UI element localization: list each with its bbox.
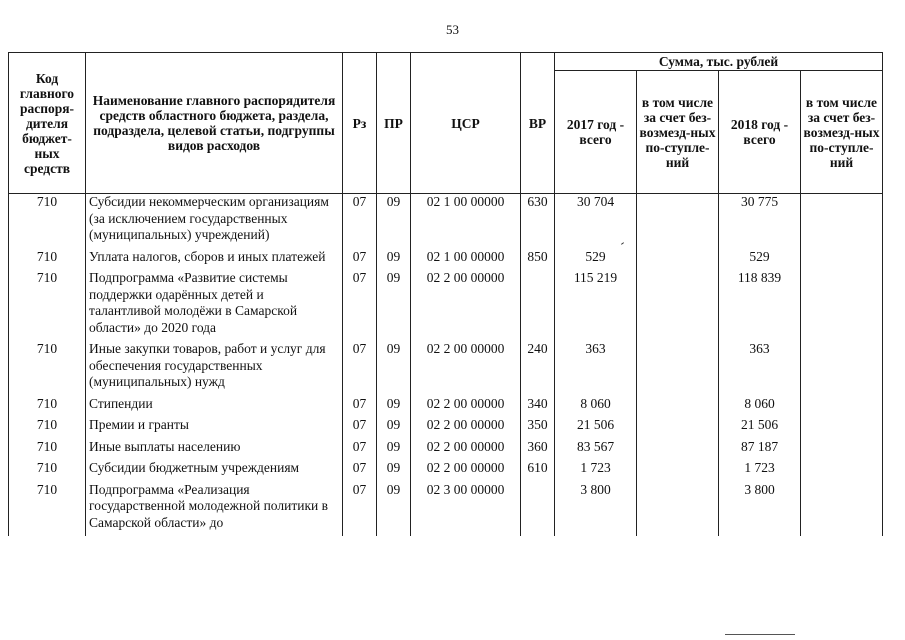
row-2017-total: 529 [555,249,637,271]
row-2018-total: 1 723 [719,460,801,482]
table-row [9,417,883,439]
row-2017-total: 21 506 [555,417,637,439]
row-2018-grant [801,417,883,439]
table-row [9,194,883,249]
row-csr: 02 2 00 00000 [411,270,521,341]
row-2017-total: 30 704 [555,194,637,249]
table-header [9,53,883,194]
budget-table [8,52,883,536]
row-vr: 360 [521,439,555,461]
row-name: Уплата налогов, сборов и иных платежей [86,249,343,271]
row-rz: 07 [343,417,377,439]
row-2018-grant [801,460,883,482]
header-2018-total: 2018 год - всего [719,71,801,194]
header-pr: ПР [377,53,411,194]
row-rz: 07 [343,249,377,271]
row-2018-grant [801,482,883,537]
row-2017-grant [637,439,719,461]
row-rz: 07 [343,460,377,482]
row-2018-grant [801,270,883,341]
row-2018-total: 30 775 [719,194,801,249]
row-2017-grant [637,194,719,249]
row-csr: 02 1 00 00000 [411,249,521,271]
row-2017-grant [637,396,719,418]
row-2017-grant [637,460,719,482]
header-2017-total: 2017 год - всего [555,71,637,194]
row-code: 710 [9,194,86,249]
row-2017-grant [637,249,719,271]
row-pr: 09 [377,270,411,341]
table-row [9,249,883,271]
row-code: 710 [9,341,86,396]
row-csr: 02 2 00 00000 [411,439,521,461]
header-vr: ВР [521,53,555,194]
row-2018-total: 3 800 [719,482,801,537]
row-2018-grant [801,194,883,249]
row-2018-grant [801,249,883,271]
row-2017-total: 1 723 [555,460,637,482]
row-2018-total: 529 [719,249,801,271]
row-2017-total: 8 060 [555,396,637,418]
table-row [9,460,883,482]
row-2018-total: 363 [719,341,801,396]
row-pr: 09 [377,417,411,439]
row-2017-total: 83 567 [555,439,637,461]
row-code: 710 [9,482,86,537]
row-pr: 09 [377,460,411,482]
row-name: Иные закупки товаров, работ и услуг для обеспечения государственных (муниципальных) нужд [86,341,343,396]
scan-line [725,634,795,635]
row-2017-grant [637,270,719,341]
table-row [9,396,883,418]
row-csr: 02 2 00 00000 [411,396,521,418]
row-pr: 09 [377,439,411,461]
row-rz: 07 [343,396,377,418]
row-2018-grant [801,439,883,461]
row-vr: 340 [521,396,555,418]
header-2018-grant: в том числе за счет без-возмезд-ных по-ступле-ний [801,71,883,194]
row-2018-total: 8 060 [719,396,801,418]
row-2018-total: 118 839 [719,270,801,341]
row-code: 710 [9,249,86,271]
row-code: 710 [9,270,86,341]
row-pr: 09 [377,482,411,537]
row-code: 710 [9,439,86,461]
row-vr: 610 [521,460,555,482]
table-row [9,341,883,396]
row-csr: 02 2 00 00000 [411,341,521,396]
header-csr: ЦСР [411,53,521,194]
row-name: Премии и гранты [86,417,343,439]
row-csr: 02 3 00 00000 [411,482,521,537]
row-code: 710 [9,417,86,439]
table-body [9,194,883,537]
row-pr: 09 [377,249,411,271]
table-row [9,270,883,341]
row-rz: 07 [343,194,377,249]
row-vr: 850 [521,249,555,271]
row-csr: 02 1 00 00000 [411,194,521,249]
row-2018-total: 21 506 [719,417,801,439]
table-row [9,439,883,461]
row-2017-grant [637,417,719,439]
row-vr [521,270,555,341]
row-rz: 07 [343,439,377,461]
row-name: Подпрограмма «Развитие системы поддержки одарённых детей и талантливой молодёжи в Самарской области» до 2020 года [86,270,343,341]
header-name: Наименование главного распорядителя средств областного бюджета, раздела, подраздела, целевой статьи, подгруппы видов расходов [86,53,343,194]
row-vr: 240 [521,341,555,396]
header-2017-grant: в том числе за счет без-возмезд-ных по-ступле-ний [637,71,719,194]
page-number: 53 [446,22,459,37]
row-vr: 350 [521,417,555,439]
row-name: Субсидии бюджетным учреждениям [86,460,343,482]
row-pr: 09 [377,396,411,418]
row-code: 710 [9,396,86,418]
row-2017-total: 115 219 [555,270,637,341]
header-code: Код главного распоря-дителя бюджет-ных средств [9,53,86,194]
row-name: Иные выплаты населению [86,439,343,461]
row-name: Субсидии некоммерческим организациям (за исключением государственных (муниципальных) учреждений) [86,194,343,249]
row-code: 710 [9,460,86,482]
row-2017-grant [637,482,719,537]
header-rz: Рз [343,53,377,194]
row-2018-grant [801,396,883,418]
row-rz: 07 [343,341,377,396]
row-pr: 09 [377,341,411,396]
row-2017-total: 363 [555,341,637,396]
row-2017-grant [637,341,719,396]
row-rz: 07 [343,270,377,341]
table-row [9,482,883,537]
row-name: Стипендии [86,396,343,418]
row-vr [521,482,555,537]
row-csr: 02 2 00 00000 [411,460,521,482]
row-csr: 02 2 00 00000 [411,417,521,439]
row-2018-grant [801,341,883,396]
row-rz: 07 [343,482,377,537]
row-2017-total: 3 800 [555,482,637,537]
row-pr: 09 [377,194,411,249]
row-2018-total: 87 187 [719,439,801,461]
row-name: Подпрограмма «Реализация государственной молодежной политики в Самарской области» до [86,482,343,537]
row-vr: 630 [521,194,555,249]
header-sum-group: Сумма, тыс. рублей [555,53,883,71]
